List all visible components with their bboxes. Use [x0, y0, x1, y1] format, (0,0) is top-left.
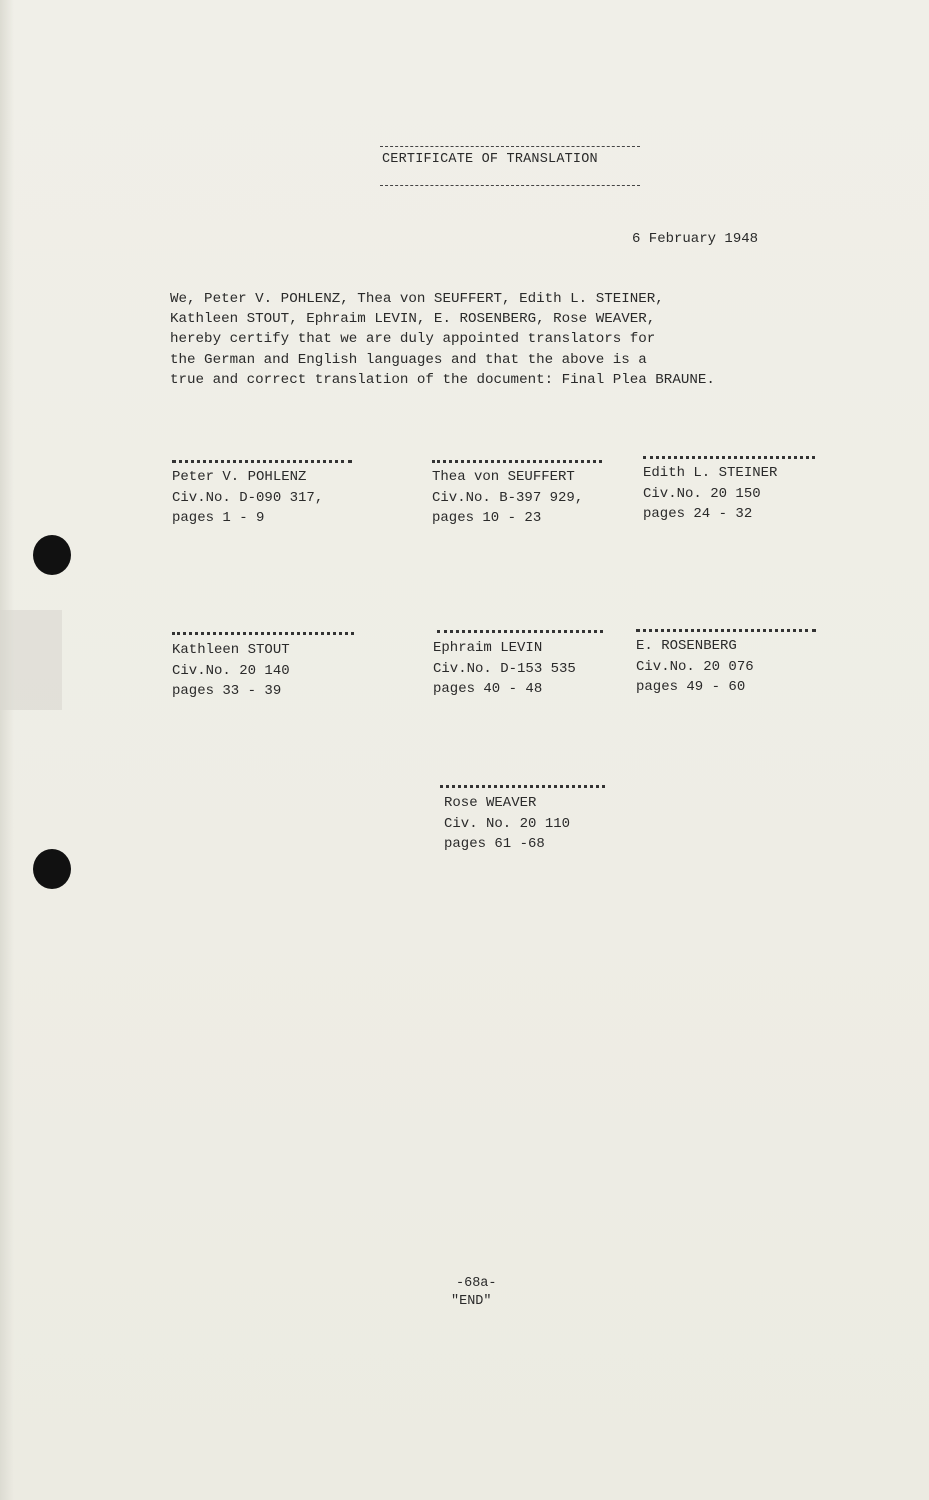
civ-number: Civ. No. 20 110 — [444, 815, 571, 832]
civ-number: Civ.No. 20 150 — [643, 485, 761, 502]
title-rule-bottom — [380, 185, 640, 186]
page-range: pages 49 - 60 — [636, 679, 746, 695]
civ-number: Civ.No. D-090 317, — [172, 489, 324, 506]
civ-number: Civ.No. D-153 535 — [433, 660, 576, 677]
page-range: pages 40 - 48 — [433, 681, 543, 697]
signature-block-levin — [433, 638, 576, 700]
page-range: pages 33 - 39 — [172, 683, 282, 699]
signature-block-weaver — [444, 793, 570, 855]
certificate-date: 6 February 1948 — [632, 231, 759, 247]
end-mark: "END" — [451, 1294, 492, 1309]
signature-block-rosenberg — [636, 636, 754, 698]
certificate-title: CERTIFICATE OF TRANSLATION — [382, 152, 598, 167]
signature-line — [440, 785, 605, 788]
paper-edge-shadow — [0, 0, 14, 1500]
signature-line — [172, 460, 352, 463]
signature-line — [432, 460, 602, 463]
translator-name: Kathleen STOUT — [172, 642, 290, 658]
signature-line — [172, 632, 354, 635]
punch-hole-icon — [33, 849, 71, 889]
certification-paragraph — [170, 289, 830, 390]
page-range: pages 10 - 23 — [432, 510, 542, 526]
civ-number: Civ.No. 20 076 — [636, 658, 754, 675]
translator-name: Rose WEAVER — [444, 795, 537, 811]
paragraph-line: the German and English languages and that the above is a — [170, 351, 647, 368]
signature-line — [437, 630, 603, 633]
signature-block-pohlenz — [172, 467, 323, 529]
translator-name: Edith L. STEINER — [643, 465, 778, 481]
signature-block-steiner — [643, 463, 777, 525]
paragraph-line: true and correct translation of the document: Final Plea BRAUNE. — [170, 371, 715, 388]
civ-number: Civ.No. B-397 929, — [432, 489, 584, 506]
translator-name: E. ROSENBERG — [636, 638, 737, 654]
paragraph-line: hereby certify that we are duly appointed translators for — [170, 331, 656, 348]
paper-edge-patch — [0, 610, 62, 710]
page-range: pages 61 -68 — [444, 836, 545, 852]
signature-line — [643, 456, 815, 459]
title-rule-top — [380, 146, 640, 147]
signature-line — [636, 629, 816, 632]
punch-hole-icon — [33, 535, 71, 575]
paragraph-line: We, Peter V. POHLENZ, Thea von SEUFFERT, Edith L. STEINER, — [170, 291, 664, 307]
signature-block-seuffert — [432, 467, 583, 529]
page-number: -68a- — [456, 1276, 497, 1291]
translator-name: Ephraim LEVIN — [433, 640, 543, 656]
page-range: pages 1 - 9 — [172, 510, 265, 526]
civ-number: Civ.No. 20 140 — [172, 662, 290, 679]
translator-name: Thea von SEUFFERT — [432, 469, 575, 485]
signature-block-stout — [172, 640, 290, 702]
translator-name: Peter V. POHLENZ — [172, 469, 307, 485]
page-range: pages 24 - 32 — [643, 506, 753, 522]
paragraph-line: Kathleen STOUT, Ephraim LEVIN, E. ROSENBERG, Rose WEAVER, — [170, 311, 656, 328]
